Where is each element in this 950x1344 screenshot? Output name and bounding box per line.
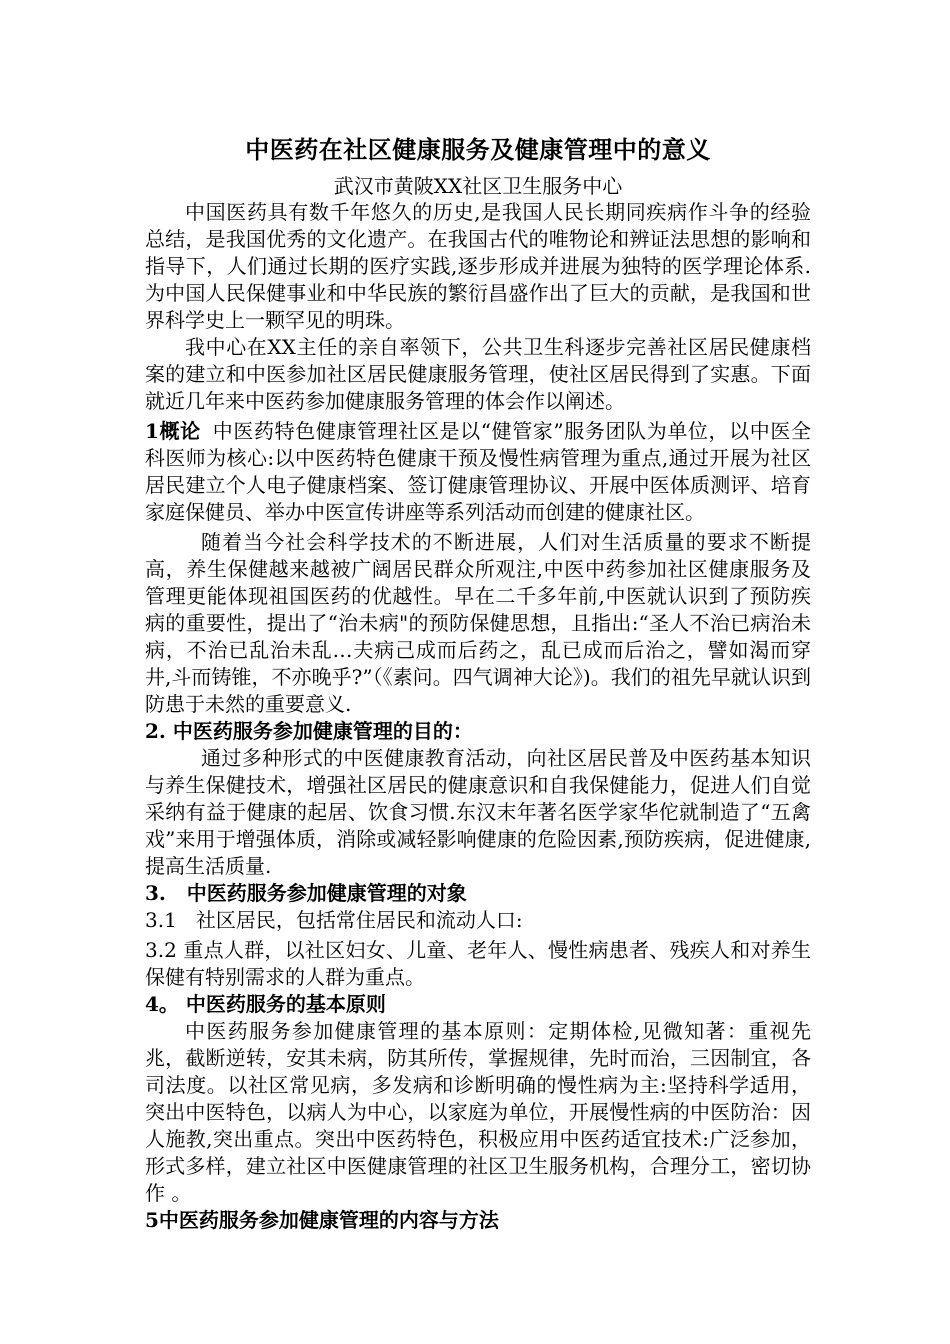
section-2-heading: 2. 中医药服务参加健康管理的目的：	[145, 719, 473, 743]
document-subtitle: 武汉市黄陂XX社区卫生服务中心	[333, 174, 623, 198]
section-1-text: 中医药特色健康管理社区是以“健管家”服务团队为单位，以中医全科医师为核心:以中医药特色健康干预及慢性病管理为重点,通过开展为社区居民建立个人电子健康档案、签订健康管理协议、开展中医体质测评、培育家庭保健员、举办中医宣传讲座等系列活动而创建的健康社区。	[145, 419, 811, 524]
section-1-paragraph	[145, 418, 811, 526]
document-title: 中医药在社区健康服务及健康管理中的意义	[245, 135, 711, 164]
document-page	[145, 133, 811, 1234]
section-3-heading: 3. 中医药服务参加健康管理的对象	[145, 881, 467, 905]
section-4-paragraph: 中医药服务参加健康管理的基本原则：定期体检,见微知著：重视先兆，截断逆转，安其未病，防其所传，掌握规律，先时而治，三因制宜，各司法度。以社区常见病，多发病和诊断明确的慢性病为主:坚持科学适用，突出中医特色，以病人为中心，以家庭为单位，开展慢性病的中医防治：因人施教,突出重点。突出中医药特色，积极应用中医药适宜技术:广泛参加，形式多样，建立社区中医健康管理的社区卫生服务机构，合理分工，密切协作 。	[145, 1019, 811, 1205]
section-2-paragraph: 通过多种形式的中医健康教育活动，向社区居民普及中医药基本知识与养生保健技术，增强社区居民的健康意识和自我保健能力，促进人们自觉采纳有益于健康的起居、饮食习惯.东汉末年著名医学家华佗就制造了“五禽戏”来用于增强体质，消除或减轻影响健康的危险因素,预防疾病，促进健康,提高生活质量.	[145, 746, 811, 878]
intro-paragraph-2: 我中心在XX主任的亲自率领下，公共卫生科逐步完善社区居民健康档案的建立和中医参加社区居民健康服务管理，使社区居民得到了实惠。下面就近几年来中医药参加健康服务管理的体会作以阐述。	[145, 335, 811, 413]
section-5-heading: 5中医药服务参加健康管理的内容与方法	[145, 1208, 499, 1232]
section-4-heading: 4。 中医药服务的基本原则	[145, 992, 386, 1016]
section-3-1: 3.1 社区居民，包括常住居民和流动人口:	[145, 908, 523, 932]
intro-paragraph-1: 中国医药具有数千年悠久的历史,是我国人民长期同疾病作斗争的经验总结，是我国优秀的文化遗产。在我国古代的唯物论和辨证法思想的影响和指导下，人们通过长期的医疗实践,逐步形成并进展为独特的医学理论体系.为中国人民保健事业和中华民族的繁衍昌盛作出了巨大的贡献，是我国和世界科学史上一颗罕见的明珠。	[145, 200, 811, 332]
section-3-2: 3.2 重点人群，以社区妇女、儿童、老年人、慢性病患者、残疾人和对养生保健有特别需求的人群为重点。	[145, 938, 811, 989]
section-1-heading: 1概论	[145, 419, 201, 443]
section-1-paragraph-2: 随着当今社会科学技术的不断进展，人们对生活质量的要求不断提高，养生保健越来越被广阔居民群众所观注,中医中药参加社区健康服务及管理更能体现祖国医药的优越性。早在二千多年前,中医就认识到了预防疾病的重要性，提出了“治未病"的预防保健思想，且指出:“圣人不治已病治未病，不治已乱治未乱…夫病己成而后药之，乱已成而后治之，譬如渴而穿井,斗而铸锥，不亦晚乎?”（《素问。四气调神大论》)。我们的祖先早就认识到防患于未然的重要意义.	[145, 530, 811, 716]
